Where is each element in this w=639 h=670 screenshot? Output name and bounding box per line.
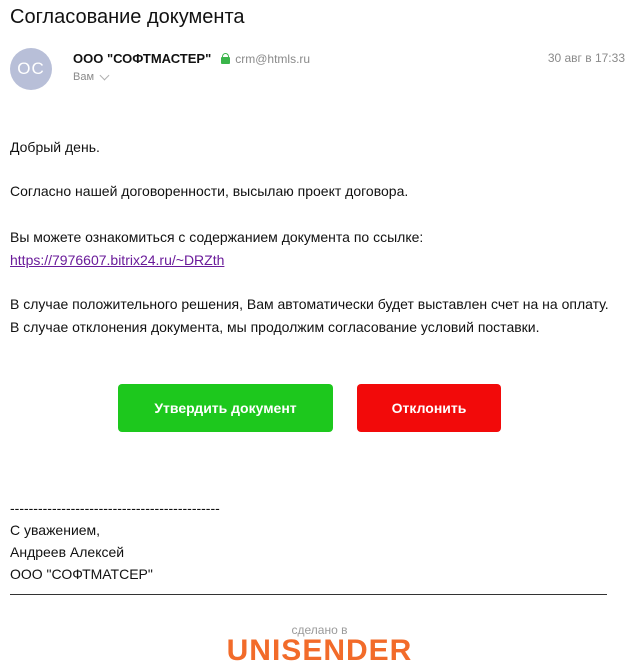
signature xyxy=(10,497,220,585)
sender-name[interactable]: ООО "СОФТМАСТЕР" xyxy=(73,51,212,66)
divider xyxy=(10,594,607,595)
paragraph-2-text: Вы можете ознакомиться с содержанием документа по ссылке: xyxy=(10,229,424,245)
paragraph-2 xyxy=(10,226,423,272)
recipient-row[interactable] xyxy=(73,71,108,83)
paragraph-3: В случае положительного решения, Вам автоматически будет выставлен счет на на оплату. В случае отклонения документа, мы продолжим согласование условий поставки. xyxy=(10,296,609,335)
chevron-down-icon[interactable] xyxy=(100,71,110,81)
signature-closing: С уважением, xyxy=(10,522,101,538)
paragraph-1: Согласно нашей договоренности, высылаю проект договора. xyxy=(10,183,409,199)
made-in-label: сделано в xyxy=(291,623,348,637)
approve-document-button[interactable]: Утвердить документ xyxy=(118,384,333,432)
sender-row xyxy=(73,51,310,66)
signature-name: Андреев Алексей xyxy=(10,544,125,560)
signature-company: ООО "СОФТМАТСЕР" xyxy=(10,566,153,582)
signature-separator: --------------------------------------------- xyxy=(10,500,220,516)
sender-email[interactable]: crm@htmls.ru xyxy=(235,51,311,66)
email-date: 30 авг в 17:33 xyxy=(547,51,625,65)
greeting-text: Добрый день. xyxy=(10,139,100,155)
avatar: ОС xyxy=(10,48,52,90)
reject-button[interactable]: Отклонить xyxy=(357,384,501,432)
document-link[interactable]: https://7976607.bitrix24.ru/~DRZth xyxy=(10,252,225,268)
email-subject: Согласование документа xyxy=(10,6,245,28)
unisender-logo[interactable]: UNISENDER xyxy=(226,634,413,667)
lock-icon xyxy=(221,53,230,64)
recipient-label: Вам xyxy=(73,71,95,83)
